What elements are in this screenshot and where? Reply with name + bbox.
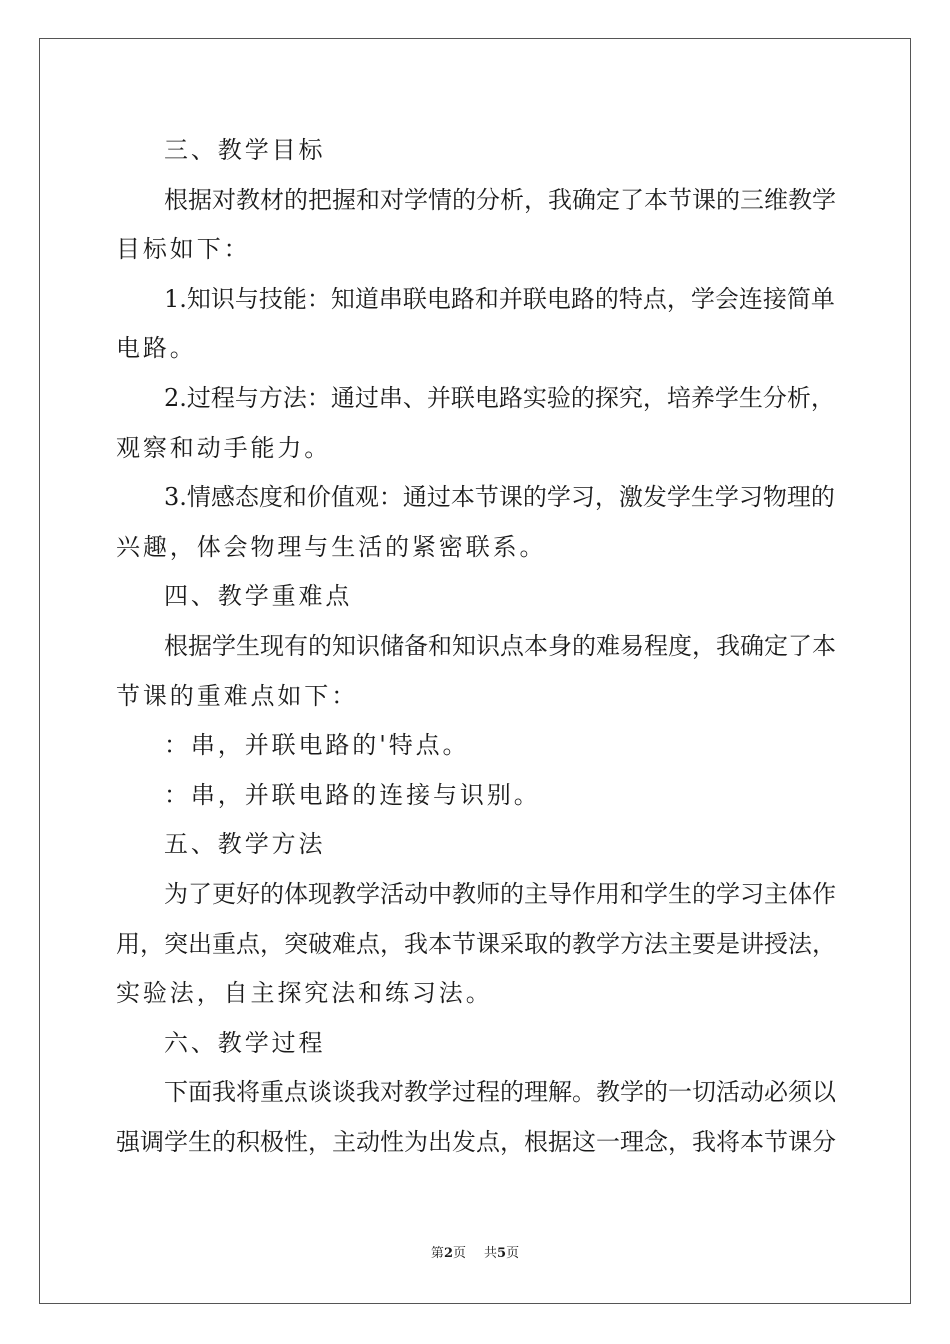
text-line: 兴趣，体会物理与生活的紧密联系。	[116, 532, 547, 561]
text-line: 1.知识与技能：知道串联电路和并联电路的特点，学会连接简单	[164, 284, 835, 313]
page-number: 第2页	[430, 1246, 466, 1261]
text-line: 四、教学重难点	[164, 582, 353, 611]
page-footer	[0, 1244, 950, 1264]
text-line: 根据对教材的把握和对学情的分析，我确定了本节课的三维教学	[164, 185, 836, 214]
text-line: ：串，并联电路的'特点。	[164, 731, 470, 760]
text-line: 为了更好的体现教学活动中教师的主导作用和学生的学习主体作	[164, 879, 836, 908]
text-line: 目标如下：	[116, 235, 251, 264]
text-line: 三、教学目标	[164, 136, 326, 164]
text-line: 观察和动手能力。	[116, 433, 332, 462]
page-total: 共5页	[484, 1246, 520, 1261]
text-line: 六、教学过程	[164, 1028, 326, 1057]
text-line: 实验法，自主探究法和练习法。	[116, 979, 493, 1008]
text-line: 节课的重难点如下：	[116, 681, 359, 710]
text-line: 五、教学方法	[164, 830, 326, 859]
text-line: 3.情感态度和价值观：通过本节课的学习，激发学生学习物理的	[164, 483, 835, 512]
text-line: ：串，并联电路的连接与识别。	[164, 780, 541, 809]
document-body	[116, 126, 834, 1167]
text-line: 电路。	[116, 334, 197, 363]
text-line: 下面我将重点谈谈我对教学过程的理解。教学的一切活动必须以	[164, 1078, 836, 1107]
text-line: 强调学生的积极性，主动性为出发点，根据这一理念，我将本节课分	[116, 1127, 836, 1156]
text-line: 2.过程与方法：通过串、并联电路实验的探究，培养学生分析，	[164, 383, 835, 412]
text-line: 根据学生现有的知识储备和知识点本身的难易程度，我确定了本	[164, 631, 836, 660]
text-line: 用，突出重点，突破难点，我本节课采取的教学方法主要是讲授法，	[116, 929, 836, 958]
